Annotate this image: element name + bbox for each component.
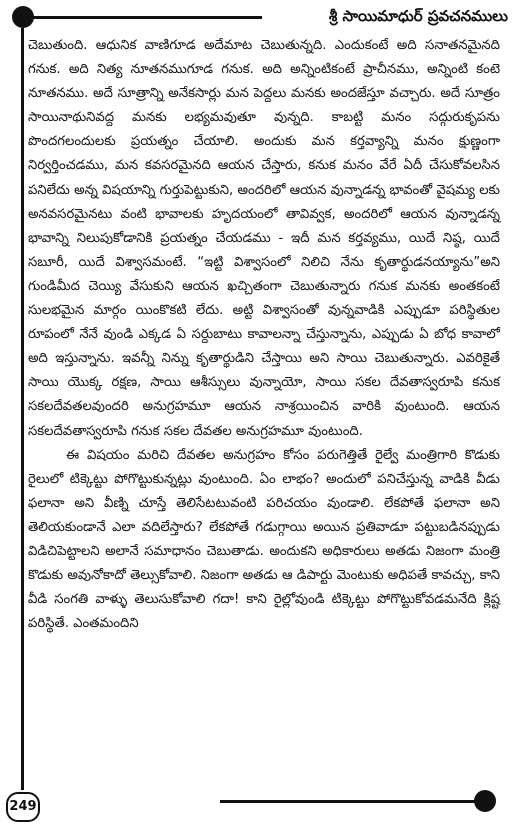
body-paragraph: ఈ విషయం మరిచి దేవతల అనుగ్రహం కోసం పరుగెత్తితే రైల్వే మంత్రిగారి కొడుకు రైలులో టిక్కెట్టు పోగొట్టుకున్నట్లు వుంటుంది. ఏం లాభం? అందులో పనిచేస్తున్న వాడికి వీడు ఫలానా అని వీణ్ని చూస్తే తెలిసేటటువంటి పరిచయం వుండాలి. లేకపోతే ఫలానా అని తెలియకుండానే ఎలా వదిలేస్తారు? లేకపోతే గడుగ్గాయి అయిన ప్రతివాడూ పట్టుబడినప్పుడు విడిచిపెట్టాలని అలానే సమాధానం చెబుతాడు. అందుకని అధికారులు అతడు నిజంగా మంత్రి కొడుకు అవునోకాదో తెల్సుకోవాలి. నిజంగా అతడు ఆ డిపార్టు మెంటుకు అధిపతే కావచ్చు, కాని వీడి సంగతి వాళ్ళు తెలుసుకోవాలి గదా! కాని రైల్లోవుండి టిక్కెట్టు పోగొట్టుకోవడమనేది క్లిష్ట పరిస్థితే. ఎంతమందిని	[28, 447, 500, 632]
footer-rule	[220, 800, 485, 803]
corner-ornament-bottom-right	[474, 790, 496, 812]
page-header	[12, 6, 512, 30]
body-paragraph: చెబుతుంది. ఆధునిక వాణిగూడ అదేమాట చెబుతున్నది. ఎందుకంటే అది సనాతనమైనది గనుక. అది నిత్య నూతనముగూడ గనుక. అది అన్నింటికంటే ప్రాచీనము, అన్నింటి కంటె నూతనము. అదే సూత్రాన్ని అనేకసార్లు మన పెద్దలు మనకు అందజేస్తూ వచ్చారు. అదే సూత్రం సాయినాథునివద్ద మనకు లభ్యమవుతూ వున్నది. కాబట్టి మనం సద్గురుకృపను పొందగలందులకు ప్రయత్నం చేయాలి. అందుకు మన కర్తవ్యాన్ని మనం క్షుణ్ణంగా నిర్వర్తించడము, మన కవసరమైనది ఆయన చేస్తారు, కనుక మనం వేరే ఏదీ చేసుకోవలసిన పనిలేదు అన్న విషయాన్ని గుర్తుపెట్టుకుని, అందరిలో ఆయన వున్నాడన్న భావంతో వైషమ్య లకు అనవసరమైనటు వంటి భావాలకు హృదయంలో తావివ్వక, అందరిలో ఆయన వున్నాడన్న భావాన్ని నిలుపుకోడానికి ప్రయత్నం చేయడము - ఇదీ మన కర్తవ్యము, యిదే నిష్ఠ, యిదే సబూరీ, యిదే విశ్వాసమంటే. “ఇట్టి విశ్వాసంలో నిలిచి నేను కృతార్థుడనయ్యాను”అని గుండిమీద చెయ్యి వేసుకుని ఆయన ఖచ్చితంగా చెబుతున్నారు గనుక మనకు అంతకంటే సులభమైన మార్గం యింకొకటి లేదు. అట్టి విశ్వాసంతో వున్నవాడికి ఎప్పుడూ పరిస్థితుల రూపంలో నేనే వుండి ఎక్కడ ఏ సర్దుబాటు కావాలన్నా చేస్తున్నాను, ఎప్పుడు ఏ బోధ కావాలో అది ఇస్తున్నాను. ఇవన్నీ నిన్ను కృతార్థుడిని చేస్తాయి అని సాయి చెబుతున్నారు. ఎవరికైతే సాయి యొక్క రక్షణ, సాయి ఆశీస్సులు వున్నాయో, సాయి సకల దేవతాస్వరూపి కనుక సకలదేవతలవుందరి అనుగ్రహమూ ఆయన నాశ్రయించిన వారికి వుంటుంది. ఆయన సకలదేవతాస్వరూపి గనుక సకల దేవతల అనుగ్రహమూ వుంటుంది.	[28, 38, 500, 439]
corner-ornament-top-left	[12, 6, 34, 28]
page-number: 249	[6, 792, 40, 822]
page-body	[28, 34, 500, 636]
running-title: శ్రీ సాయిమాధుర్ ప్రవచనములు	[329, 7, 508, 25]
header-rule	[32, 16, 262, 19]
left-margin-rule	[21, 28, 24, 790]
